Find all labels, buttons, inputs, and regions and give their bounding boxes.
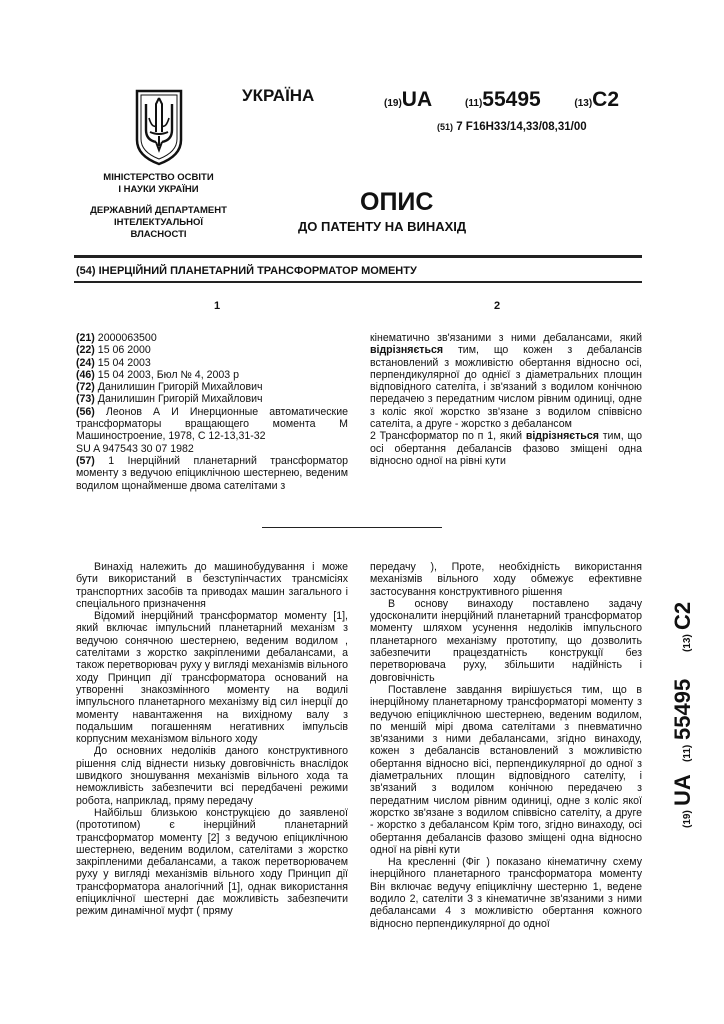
header-divider <box>74 255 642 258</box>
title-divider <box>74 281 642 283</box>
svg-text:C2: C2 <box>670 601 695 630</box>
description-left-column <box>76 561 348 918</box>
document-title: ОПИС <box>360 188 434 216</box>
kind-code: C2 <box>592 88 620 111</box>
biblio-item: (24) 15 04 2003 <box>76 356 151 369</box>
section-divider <box>262 527 442 528</box>
paragraph: На кресленні (Фіг ) показано кінематичну схему інерційного планетарного трансформатора моменту Він включає ведучу епіциклічну шестерню 1, ведене водило 2, сателіти 3 з кінематичне зв'язаними з ними дебалансами 4 з можливістю обертання кожного відносно перпендикулярної до одної <box>370 856 642 930</box>
column-number-2: 2 <box>494 300 501 312</box>
paragraph: В основу винаходу поставлено задачу удосконалити інерційний планетарний трансформатор моменту шляхом усунення недоліків імпульсного планетарного механізму прототипу, що дозволить забезпечити працездатність конструкції без перетворювача руху, збільшити надійність і довговічність <box>370 597 642 684</box>
paragraph: До основних недоліків даного конструктивного рішення слід віднести низьку довговічність внаслідок швидкого зношування механізмів вільного хода та неможливість забезпечити всі передбачені режими робота, наприклад, пряму передачу <box>76 745 348 807</box>
paragraph: Винахід належить до машинобудування і може бути використаний в безступінчастих трансмісіях транспортних засобів та приводах машин загального і спеціального призначення <box>76 561 348 610</box>
patent-codes: (19)UA (11)55495 (13)C2 <box>384 88 620 111</box>
svg-text:(11): (11) <box>682 744 693 762</box>
claim-2: 2 Трансформатор по п 1, який відрізняється тим, що осі обертання дебалансів фазово зміщені одна відносно одної на рівні кути <box>370 430 642 467</box>
document-subtitle: ДО ПАТЕНТУ НА ВИНАХІД <box>298 219 467 234</box>
side-patent-code <box>656 570 706 830</box>
biblio-item: (72) Данилишин Григорій Михайлович <box>76 381 263 394</box>
ipc-classification: (51) 7 F16H33/14,33/08,31/00 <box>437 121 587 133</box>
ministry-name: МІНІСТЕРСТВО ОСВІТИ І НАУКИ УКРАЇНИ <box>103 172 214 195</box>
svg-text:(19): (19) <box>682 810 693 828</box>
column-number-1: 1 <box>214 300 221 312</box>
biblio-item: SU A 947543 30 07 1982 <box>76 442 194 455</box>
country-name: УКРАЇНА <box>242 86 315 105</box>
department-name: ДЕРЖАВНИЙ ДЕПАРТАМЕНТ ІНТЕЛЕКТУАЛЬНОЇ ВЛАСНОСТІ <box>90 205 227 240</box>
biblio-item: (21) 2000063500 <box>76 332 157 344</box>
biblio-item: (46) 15 04 2003, Бюл № 4, 2003 р <box>76 368 239 381</box>
bibliographic-data <box>76 332 348 492</box>
svg-text:UA: UA <box>670 774 695 806</box>
paragraph: Поставлене завдання вирішується тим, що в інерційному планетарному трансформаторі моменту з ведучою епіциклічною шестернею, веденим водилом, по меншій мірі двома сателітами з пневматично зв'язаними з ними дебалансами, згідно винаходу, кожен з дебалансів встановлений з можливістю обертання відносно вісі, перпендикулярної до одної з діаметральних площин відповідного сателіту, і зв'язаний з водилом конічною передачею з передатним числом рівним одиниці, одне з коліс якої жорстко зв'язане з водилом співвісно сателіту, а друге - жорстко з дебалансом Крім того, згідно винаходу, осі обертання дебалансів фазово зміщені одна відносно одної на рівні кути <box>370 683 642 856</box>
paragraph: передачу ), Проте, необхідність використання механізмів вільного ходу обмежує ефективне застосування конструктивного рішення <box>370 561 642 598</box>
biblio-item: (73) Данилишин Григорій Михайлович <box>76 393 263 406</box>
biblio-item: (56) Леонов А И Инерционные автоматические трансформаторы вращающего момента М Машиностроение, 1978, С 12-13,31-32 <box>76 405 348 443</box>
claim-1: кінематично зв'язаними з ними дебалансами, який відрізняється тим, що кожен з дебалансів встановлений з можливістю обертання відносно осі, перпендикулярної до однієї з діаметральних площин відповідного сателіта, і зв'язаний з водилом конічною передачею з передатним числом рівним одиниці, одне з коліс якої жорстко зв'язане з водилом співвісно сателіта, а друге - жорстко з дебалансом <box>370 332 642 431</box>
country-code: UA <box>401 88 432 111</box>
claims-text <box>370 332 642 467</box>
invention-title: (54) ІНЕРЦІЙНИЙ ПЛАНЕТАРНИЙ ТРАНСФОРМАТОР МОМЕНТУ <box>76 265 417 277</box>
svg-text:55495: 55495 <box>670 678 695 740</box>
svg-text:(13): (13) <box>682 634 693 652</box>
paragraph: Відомий інерційний трансформатор моменту [1], який включає імпульсний планетарний механізм з ведучою сонячною шестернею, веденим водилом , сателітами з жорстко закріпленими дебалансами, а також перетворювач руху у вигляді механізмів вільного ходу Принцип дії трансформатора оснований на утворенні знакозмінного моменту на водилі імпульсного планетарного механізму від сил інерції до моменту навантаження на вихідному валу з подальшим погашенням негативних імпульсів корпусним механізмом вільного ходу <box>76 610 348 746</box>
biblio-item: (22) 15 06 2000 <box>76 344 151 357</box>
trident-emblem-icon <box>134 88 184 166</box>
paragraph: Найбільш близькою конструкцією до заявленої (прототипом) є інерційний планетарний трансформатор моменту [2] з ведучою епіциклічною шестернею, веденим водилом, сателітами з жорстко закріпленими дебалансами, а також перетворювачем руху у вигляді механізмів вільного ходу Принцип дії трансформатора аналогічний [1], однак використання епіциклічної шестерні дає можливість забезпечити режим динамічної муфт ( пряму <box>76 806 348 918</box>
patent-number: 55495 <box>482 88 541 111</box>
description-right-column <box>370 561 642 930</box>
biblio-item: (57) 1 Інерційний планетарний трансформатор моменту з ведучою епіциклічною шестернею, веденим водилом щонайменше двома сателітами з <box>76 454 349 492</box>
